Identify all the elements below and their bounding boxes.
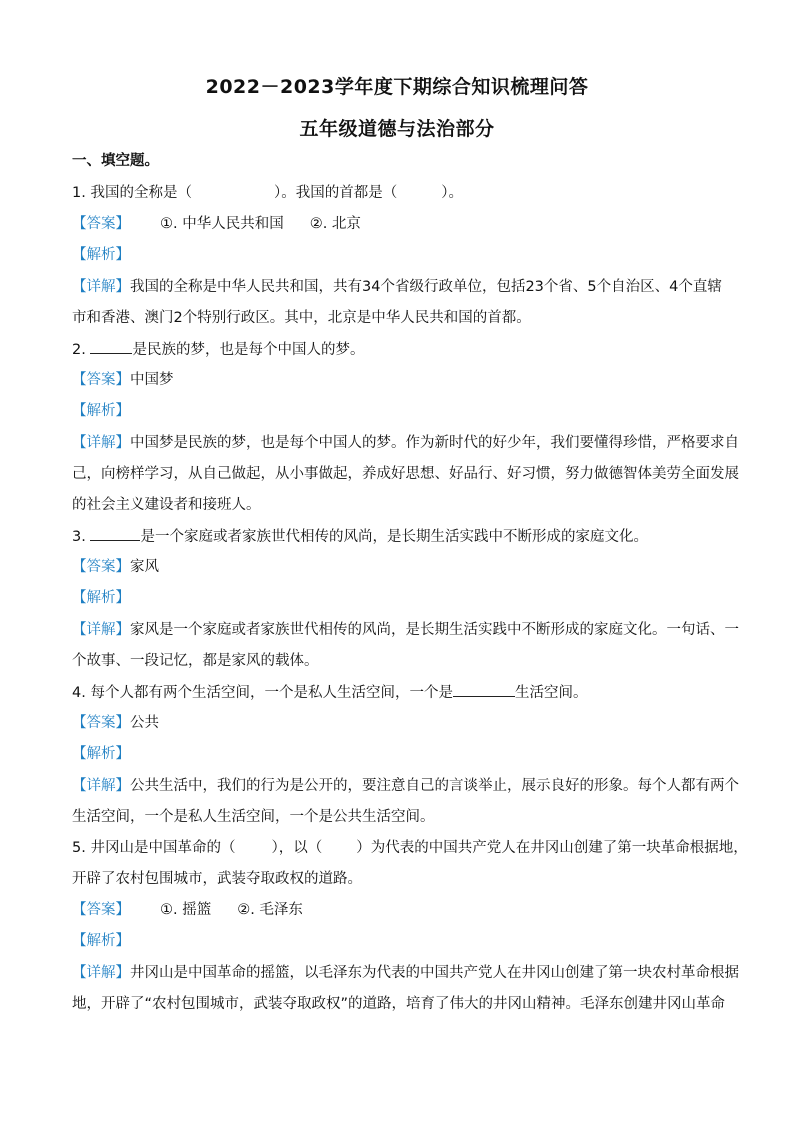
analysis-label-4: [72, 744, 130, 764]
fill-blank: [90, 526, 140, 541]
answer-text: 中国梦: [130, 372, 174, 388]
analysis-label: 【解析】: [72, 247, 130, 263]
question-text: 3.: [72, 529, 91, 545]
question-text: ）。我国的首都是（: [273, 185, 398, 201]
analysis-label-2: [72, 401, 130, 421]
answer-text: 家风: [130, 559, 159, 575]
question-2: [72, 339, 364, 360]
page-title: 2022－2023学年度下期综合知识梳理问答: [205, 76, 589, 98]
detail-1-line-2: 市和香港、澳门2个特别行政区。其中，北京是中华人民共和国的首都。: [72, 310, 531, 326]
analysis-label: 【解析】: [72, 590, 130, 606]
answer-label: 【答案】: [72, 715, 130, 731]
detail-2-line-1: [72, 433, 739, 453]
answer-text: ①. 摇篮: [160, 902, 212, 918]
answer-text: ②. 北京: [309, 216, 361, 232]
question-text: ），以（: [271, 840, 323, 856]
answer-text: 公共: [130, 715, 159, 731]
answer-label: 【答案】: [72, 559, 130, 575]
question-4: [72, 682, 587, 703]
answer-text: ②. 毛泽东: [237, 902, 303, 918]
page-subtitle: 五年级道德与法治部分: [299, 118, 495, 140]
answer-label: 【答案】: [72, 372, 130, 388]
detail-label: 【详解】: [72, 622, 130, 638]
detail-label: 【详解】: [72, 435, 130, 451]
answer-label: 【答案】: [72, 216, 130, 232]
detail-2-line-3: 的社会主义建设者和接班人。: [72, 497, 261, 513]
analysis-label: 【解析】: [72, 746, 130, 762]
answer-5: [72, 900, 303, 920]
answer-label: 【答案】: [72, 902, 130, 918]
question-text: 是一个家庭或者家族世代相传的风尚，是长期生活实践中不断形成的家庭文化。: [140, 529, 648, 545]
analysis-label: 【解析】: [72, 933, 130, 949]
detail-3-line-1: [72, 620, 739, 640]
analysis-label: 【解析】: [72, 403, 130, 419]
detail-5-line-1: [72, 963, 739, 983]
question-text: 4. 每个人都有两个生活空间，一个是私人生活空间，一个是: [72, 685, 453, 701]
detail-1-line-1: [72, 277, 722, 297]
question-text: ）为代表的中国共产党人在井冈山创建了第一块革命根据地，: [356, 840, 748, 856]
detail-4-line-2: 生活空间，一个是私人生活空间，一个是公共生活空间。: [72, 809, 435, 825]
detail-text: 我国的全称是中华人民共和国，共有34个省级行政单位，包括23个省、5个自治区、4个直辖: [130, 279, 722, 295]
detail-label: 【详解】: [72, 279, 130, 295]
question-text: 2.: [72, 342, 91, 358]
detail-label: 【详解】: [72, 778, 130, 794]
detail-3-line-2: 个故事、一段记忆，都是家风的载体。: [72, 653, 319, 669]
question-1: [72, 183, 463, 203]
question-text: 5. 井冈山是中国革命的（: [72, 840, 236, 856]
question-3: [72, 526, 648, 547]
question-text: 生活空间。: [514, 685, 588, 701]
fill-blank: [453, 682, 515, 697]
detail-text: 家风是一个家庭或者家族世代相传的风尚，是长期生活实践中不断形成的家庭文化。一句话、一: [130, 622, 739, 638]
detail-5-line-2: 地，开辟了“农村包围城市，武装夺取政权”的道路，培育了伟大的井冈山精神。毛泽东创建井冈山革命: [72, 996, 726, 1012]
analysis-label-3: [72, 588, 130, 608]
answer-2: [72, 370, 174, 390]
detail-4-line-1: [72, 776, 739, 796]
detail-text: 中国梦是民族的梦，也是每个中国人的梦。作为新时代的好少年，我们要懂得珍惜，严格要求自: [130, 435, 739, 451]
analysis-label-1: [72, 245, 130, 265]
question-5-line-2: 开辟了农村包围城市，武装夺取政权的道路。: [72, 871, 362, 887]
fill-blank: [90, 339, 132, 354]
question-text: 1. 我国的全称是（: [72, 185, 192, 201]
analysis-label-5: [72, 931, 130, 951]
question-text: ）。: [441, 185, 463, 201]
answer-text: ①. 中华人民共和国: [160, 216, 284, 232]
detail-text: 公共生活中，我们的行为是公开的，要注意自己的言谈举止，展示良好的形象。每个人都有两个: [130, 778, 739, 794]
question-5: [72, 838, 748, 858]
answer-4: [72, 713, 159, 733]
detail-label: 【详解】: [72, 965, 130, 981]
question-text: 是民族的梦，也是每个中国人的梦。: [132, 342, 365, 358]
detail-2-line-2: 己，向榜样学习，从自己做起，从小事做起，养成好思想、好品行、好习惯，努力做德智体美劳全面发展: [72, 466, 739, 482]
detail-text: 井冈山是中国革命的摇篮，以毛泽东为代表的中国共产党人在井冈山创建了第一块农村革命根据: [130, 965, 739, 981]
answer-1: [72, 214, 361, 234]
answer-3: [72, 557, 159, 577]
section-heading: 一、填空题。: [72, 153, 159, 169]
